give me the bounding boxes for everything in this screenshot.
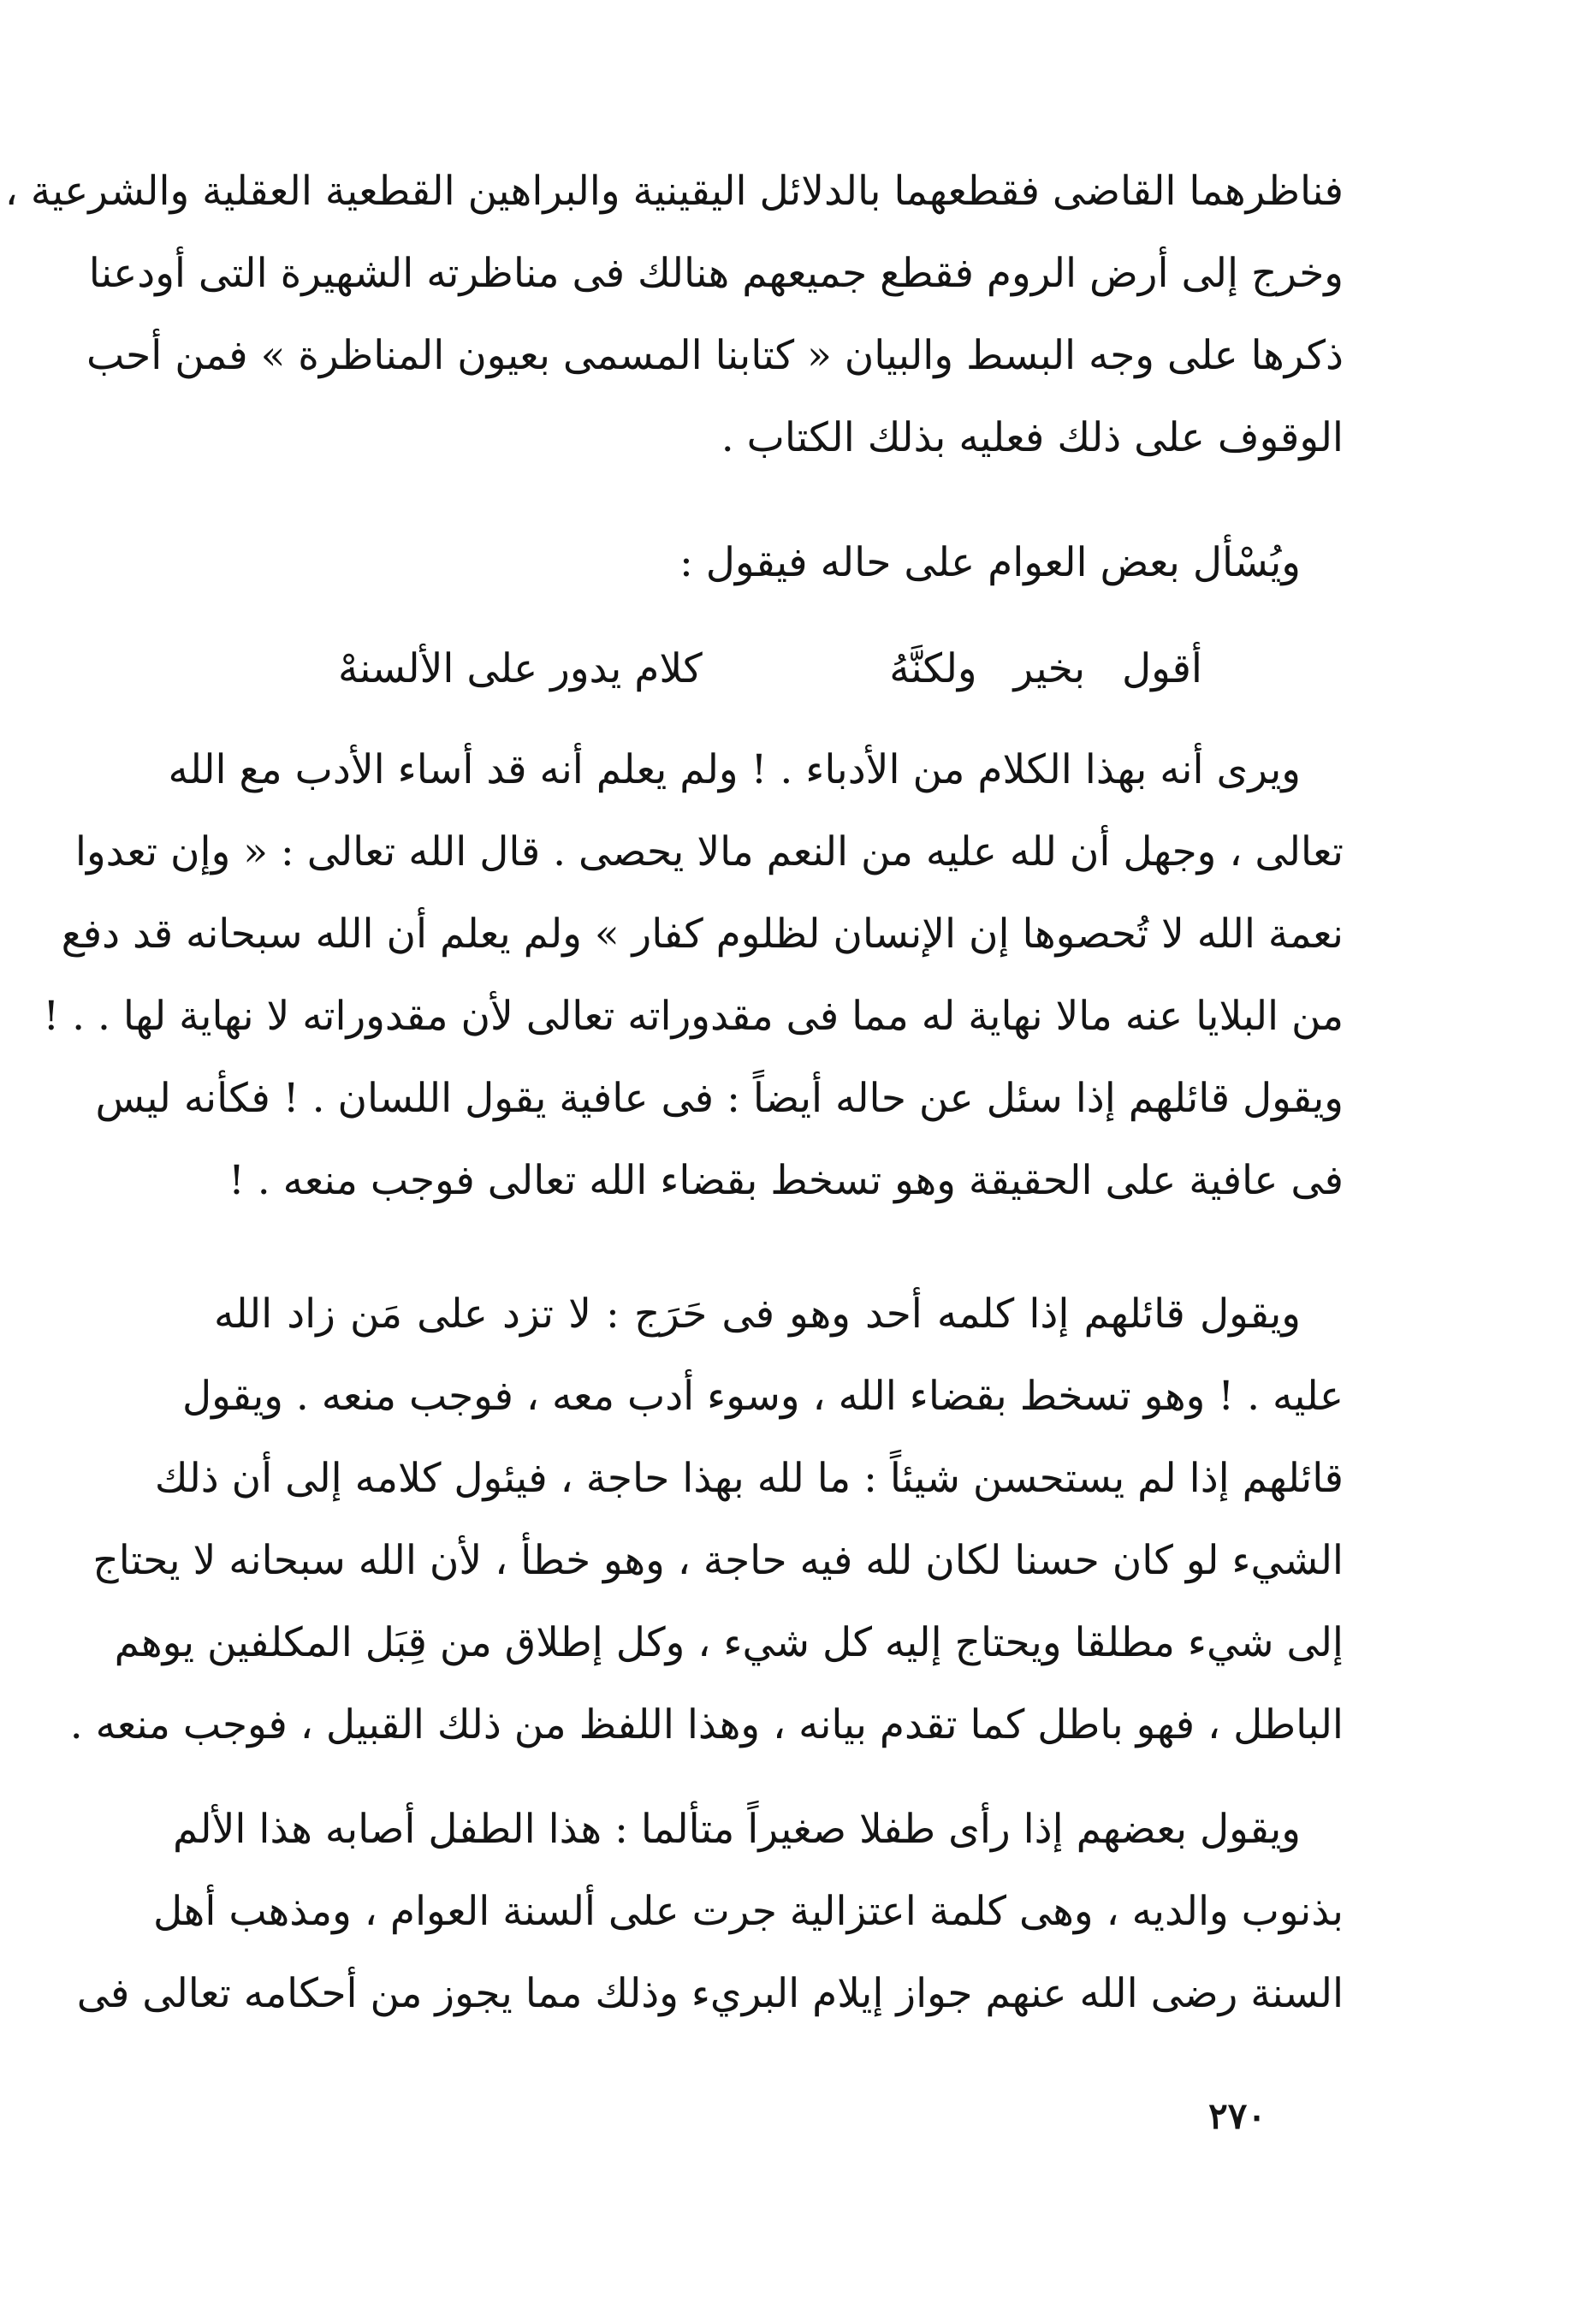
paragraph-5 [76, 1789, 1344, 2035]
text-line: ويقول قائلهم إذا سئل عن حاله أيضاً : فى عافية يقول اللسان . ! فكأنه ليس [95, 1075, 1344, 1122]
paragraph-1 [4, 151, 1344, 479]
text-line: فى عافية على الحقيقة وهو تسخط بقضاء الله تعالى فوجب منعه . ! [228, 1157, 1344, 1204]
paragraph-2 [214, 522, 1344, 604]
text-line: إلى شيء مطلقا ويحتاج إليه كل شيء ، وكل إطلاق من قِبَل المكلفين يوهم [114, 1619, 1344, 1666]
text-line: ويرى أنه بهذا الكلام من الأدباء . ! ولم يعلم أنه قد أساء الأدب مع الله [168, 746, 1301, 793]
text-line: نعمة الله لا تُحصوها إن الإنسان لظلوم كفار » ولم يعلم أن الله سبحانه قد دفع [61, 911, 1344, 958]
text-line: عليه . ! وهو تسخط بقضاء الله ، وسوء أدب معه ، فوجب منعه . ويقول [182, 1373, 1344, 1420]
text-line: فناظرهما القاضى فقطعهما بالدلائل اليقينية والبراهين القطعية العقلية والشرعية ، [4, 168, 1344, 215]
text-line: ويقول قائلهم إذا كلمه أحد وهو فى حَرَج : لا تزد على مَن زاد الله [214, 1291, 1301, 1338]
page-number: ٢٧٠ [1208, 2095, 1267, 2137]
paragraph-4 [69, 1273, 1344, 1766]
text-line: بذنوب والديه ، وهى كلمة اعتزالية جرت على ألسنة العوام ، ومذهب أهل [152, 1888, 1344, 1935]
text-line: ويُسْأل بعض العوام على حاله فيقول : [679, 539, 1301, 586]
text-line: وخرج إلى أرض الروم فقطع جميعهم هنالك فى مناظرته الشهيرة التى أودعنا [88, 250, 1344, 297]
text-line: ذكرها على وجه البسط والبيان « كتابنا المسمى بعيون المناظرة » فمن أحب [86, 332, 1344, 379]
text-line: من البلايا عنه مالا نهاية له مما فى مقدوراته تعالى لأن مقدوراته لا نهاية لها . . ! [43, 993, 1344, 1040]
text-line: السنة رضى الله عنهم جواز إيلام البريء وذلك مما يجوز من أحكامه تعالى فى [76, 1970, 1344, 2017]
paragraph-3 [43, 729, 1344, 1222]
verse-second-hemistich: كلام يدور على الألسنهْ [338, 645, 703, 692]
text-line: قائلهم إذا لم يستحسن شيئاً : ما لله بهذا حاجة ، فيئول كلامه إلى أن ذلك [154, 1455, 1344, 1502]
text-line: الشيء لو كان حسنا لكان لله فيه حاجة ، وهو خطأ ، لأن الله سبحانه لا يحتاج [92, 1537, 1344, 1584]
text-line: ويقول بعضهم إذا رأى طفلا صغيراً متألما : هذا الطفل أصابه هذا الألم [173, 1806, 1301, 1853]
text-line: تعالى ، وجهل أن لله عليه من النعم مالا يحصى . قال الله تعالى : « وإن تعدوا [74, 828, 1344, 875]
verse-first-hemistich: أقول بخير ولكنَّهُ [889, 645, 1202, 692]
poetry-verse [338, 626, 1202, 712]
text-line: الوقوف على ذلك فعليه بذلك الكتاب . [721, 414, 1344, 461]
text-line: الباطل ، فهو باطل كما تقدم بيانه ، وهذا اللفظ من ذلك القبيل ، فوجب منعه . [69, 1701, 1344, 1748]
